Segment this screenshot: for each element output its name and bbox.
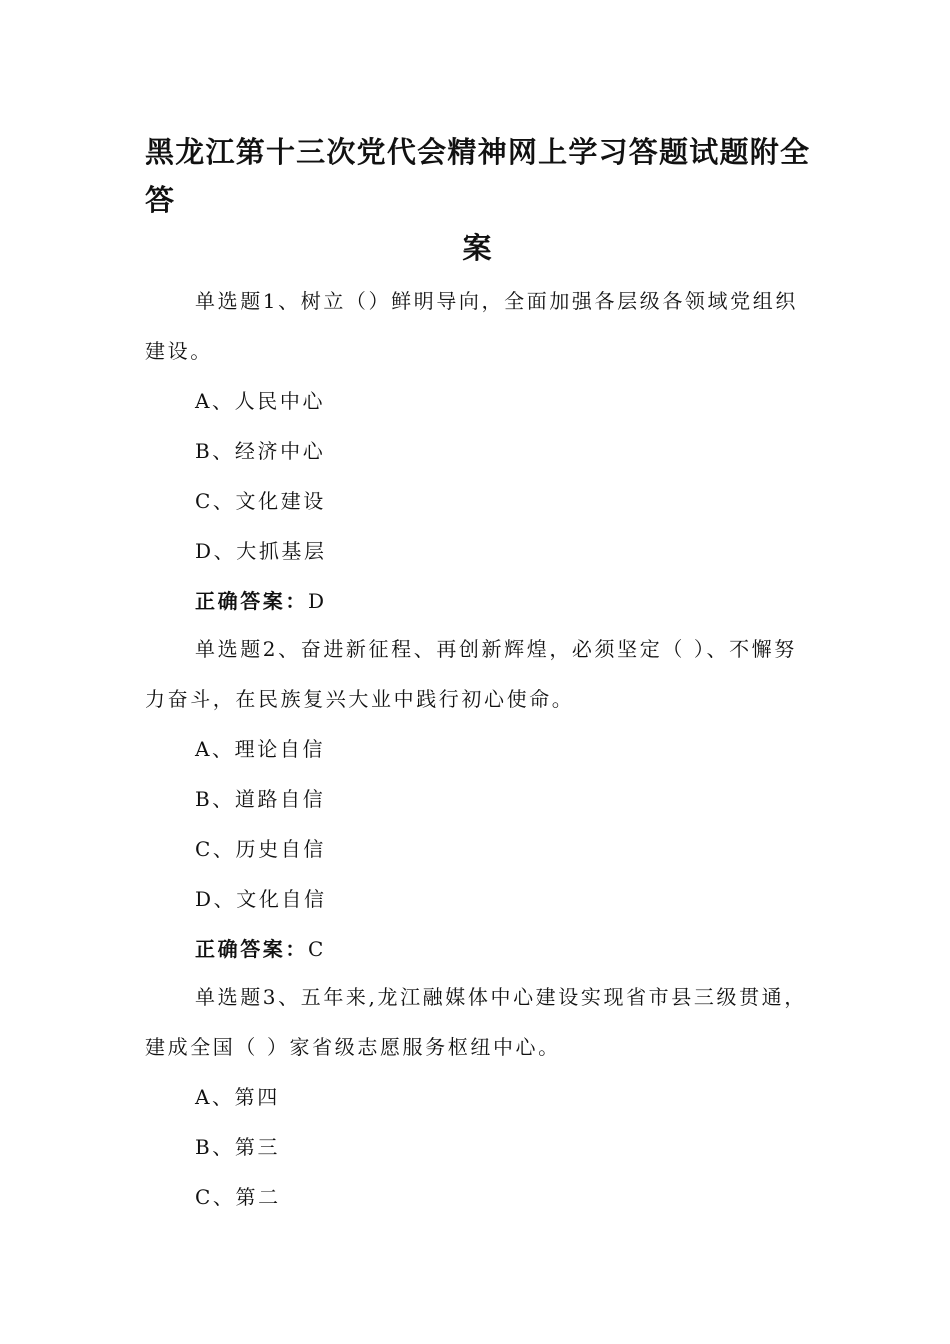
question-3-option-c: C、第二 [195, 1185, 281, 1209]
question-2-option-a: A、理论自信 [195, 737, 326, 761]
question-2-option-b: B、道路自信 [195, 787, 326, 811]
question-2-option-d: D、文化自信 [195, 887, 327, 911]
question-2-stem-line-1: 单选题2、奋进新征程、再创新辉煌，必须坚定（ ）、不懈努 [195, 637, 797, 661]
question-3-stem-line-1: 单选题3、五年来,龙江融媒体中心建设实现省市县三级贯通， [195, 985, 807, 1009]
question-1-answer [195, 586, 327, 616]
question-2-option-c: C、历史自信 [195, 837, 326, 861]
question-1-stem-line-1: 单选题1、树立（）鲜明导向，全面加强各层级各领域党组织 [195, 289, 798, 313]
answer-value: C [308, 937, 326, 961]
question-1-stem-line-2: 建设。 [145, 339, 213, 363]
answer-label: 正确答案： [195, 589, 308, 613]
title-line-2: 案 [462, 231, 493, 265]
question-1-option-d: D、大抓基层 [195, 539, 327, 563]
answer-value: D [308, 589, 327, 613]
answer-label: 正确答案： [195, 937, 308, 961]
document-title [145, 128, 810, 272]
question-1-option-b: B、经济中心 [195, 439, 326, 463]
question-3-option-b: B、第三 [195, 1135, 281, 1159]
question-3-option-a: A、第四 [195, 1085, 280, 1109]
question-3-stem-line-2: 建成全国（ ）家省级志愿服务枢纽中心。 [145, 1035, 561, 1059]
question-2-stem-line-2: 力奋斗，在民族复兴大业中践行初心使命。 [145, 687, 575, 711]
question-1-option-a: A、人民中心 [195, 389, 326, 413]
question-1-option-c: C、文化建设 [195, 489, 326, 513]
question-2-answer [195, 934, 326, 964]
title-line-1: 黑龙江第十三次党代会精神网上学习答题试题附全答 [145, 135, 810, 217]
